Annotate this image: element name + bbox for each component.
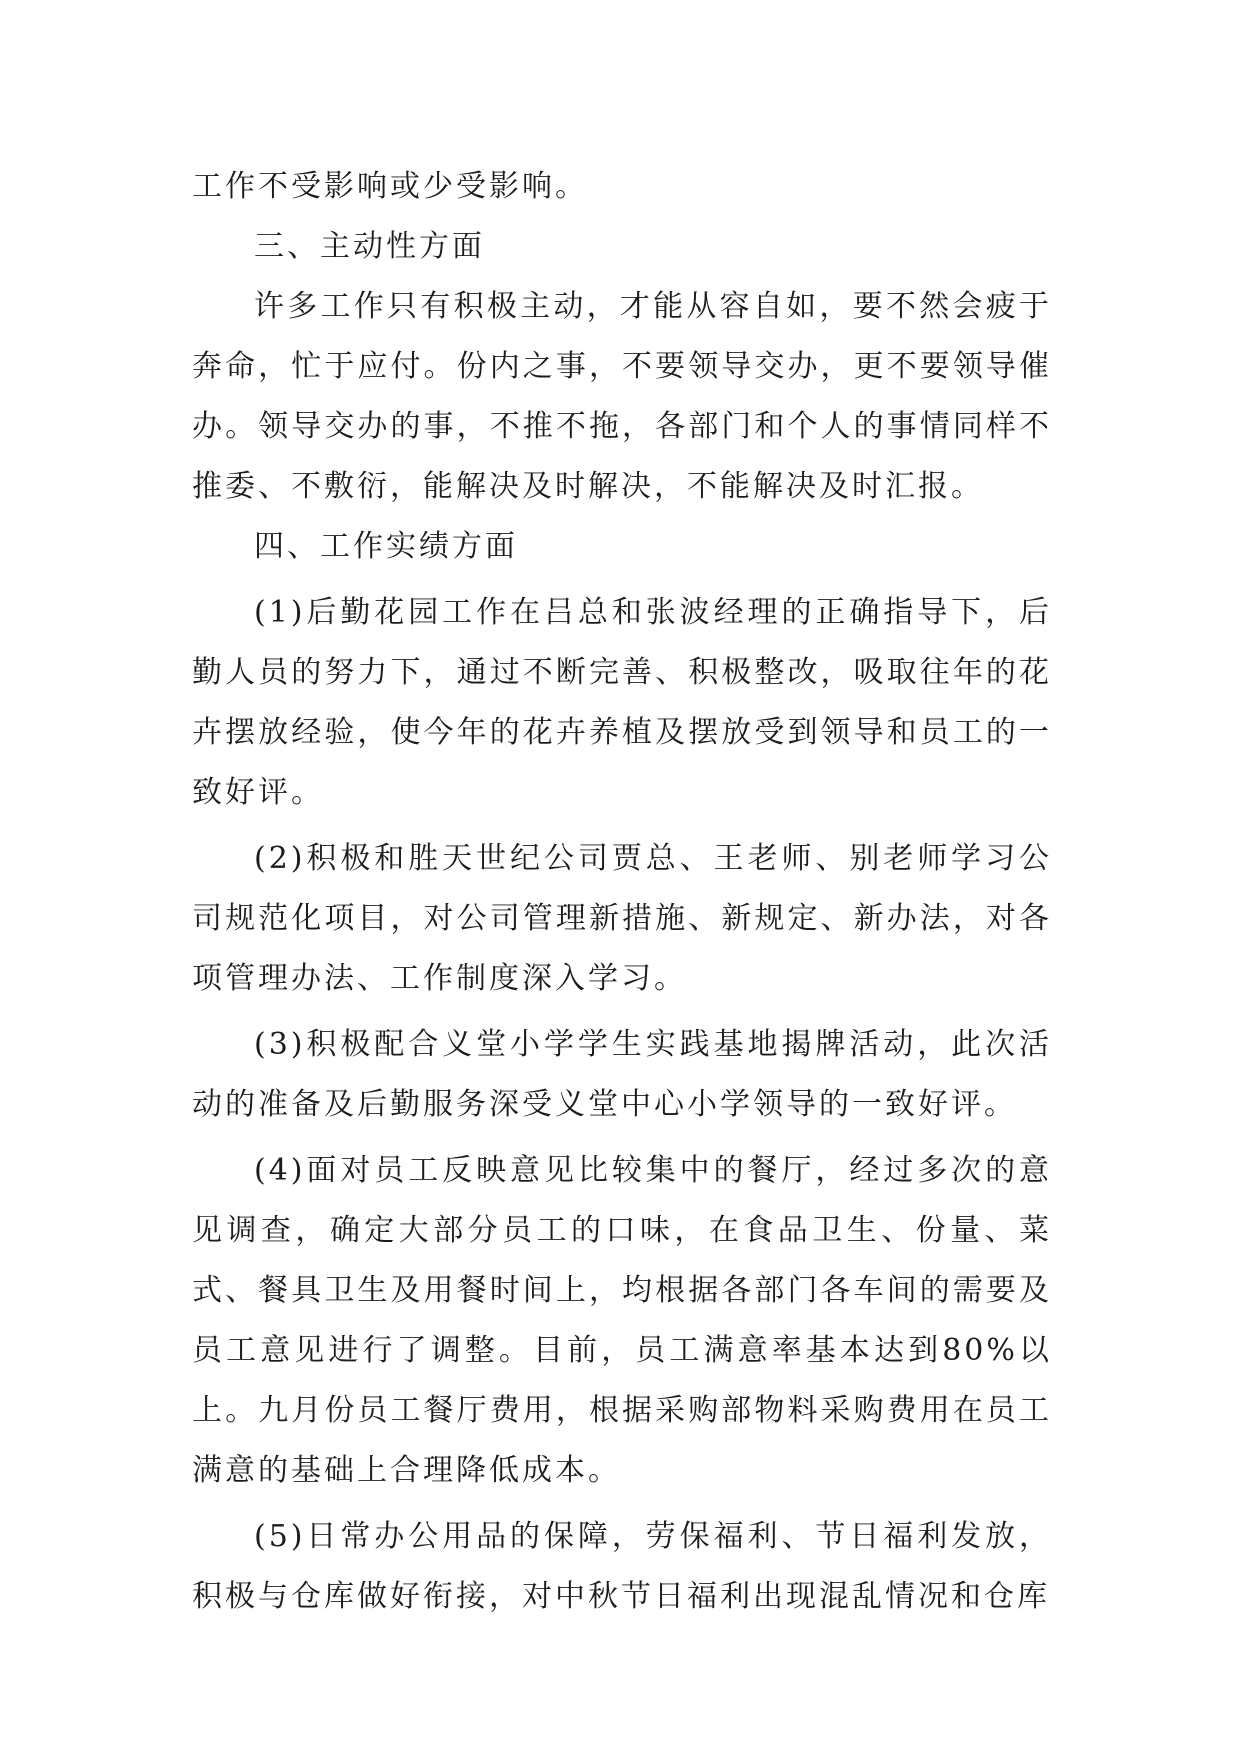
document-page bbox=[192, 157, 1052, 1627]
initiative-paragraph: 许多工作只有积极主动，才能从容自如，要不然会疲于奔命，忙于应付。份内之事，不要领导交办，更不要领导催办。领导交办的事，不推不拖，各部门和个人的事情同样不推委、不敷衍，能解决及时解决，不能解决及时汇报。 bbox=[192, 289, 1052, 504]
achievement-item-3: (3)积极配合义堂小学学生实践基地揭牌活动，此次活动的准备及后勤服务深受义堂中心小学领导的一致好评。 bbox=[192, 1027, 1052, 1122]
achievement-item-5: (5)日常办公用品的保障，劳保福利、节日福利发放，积极与仓库做好衔接，对中秋节日福利出现混乱情况和仓库 bbox=[192, 1519, 1052, 1614]
achievement-item-2: (2)积极和胜天世纪公司贾总、王老师、别老师学习公司规范化项目，对公司管理新措施、新规定、新办法，对各项管理办法、工作制度深入学习。 bbox=[192, 841, 1052, 996]
section-heading-initiative: 三、主动性方面 bbox=[254, 229, 485, 264]
achievement-item-1: (1)后勤花园工作在吕总和张波经理的正确指导下，后勤人员的努力下，通过不断完善、积极整改，吸取往年的花卉摆放经验，使今年的花卉养植及摆放受到领导和员工的一致好评。 bbox=[192, 595, 1052, 810]
achievement-item-4: (4)面对员工反映意见比较集中的餐厅，经过多次的意见调查，确定大部分员工的口味，在食品卫生、份量、菜式、餐具卫生及用餐时间上，均根据各部门各车间的需要及员工意见进行了调整。目前，员工满意率基本达到80%以上。九月份员工餐厅费用，根据采购部物料采购费用在员工满意的基础上合理降低成本。 bbox=[192, 1153, 1052, 1488]
continuation-paragraph: 工作不受影响或少受影响。 bbox=[192, 169, 588, 204]
section-heading-achievements: 四、工作实绩方面 bbox=[254, 529, 518, 564]
